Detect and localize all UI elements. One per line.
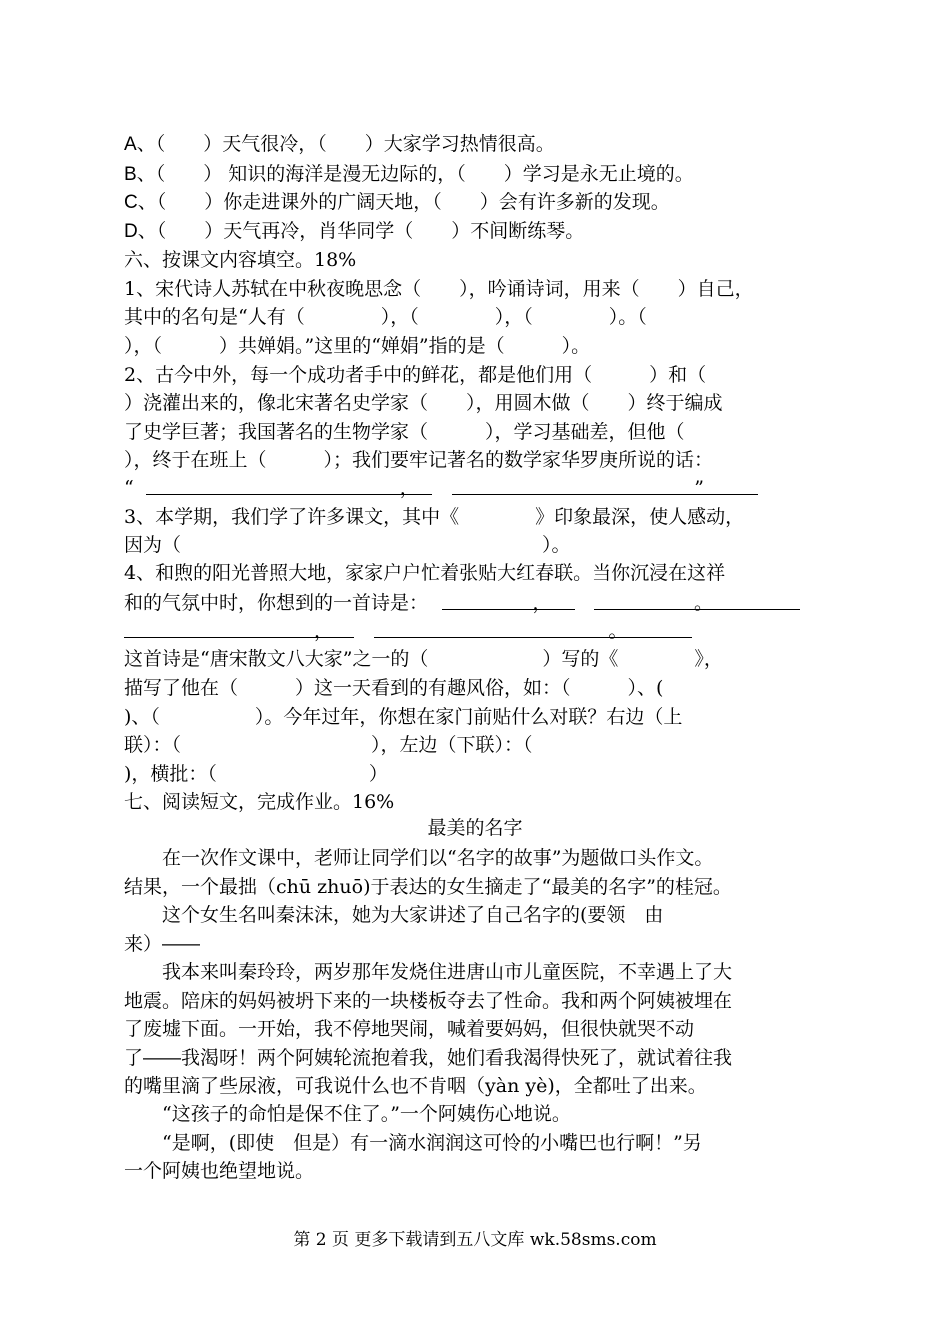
text-line: 1、宋代诗人苏轼在中秋夜晚思念（ ），吟诵诗词，用来（ ）自己， [124, 278, 754, 300]
poem-blanks-line: ， 。 [124, 620, 628, 642]
answer-underline [124, 637, 354, 638]
text-line: )，横批：（ ） [124, 763, 388, 785]
passage-line: 了废墟下面。一开始，我不停地哭闹，喊着要妈妈，但很快就哭不动 [124, 1018, 695, 1040]
option-letter: A [124, 134, 137, 155]
text-line: ），终于在班上（ ）；我们要牢记著名的数学家华罗庚所说的话： [124, 449, 714, 471]
page-footer: 第 2 页 更多下载请到五八文库 wk.58sms.com [293, 1230, 657, 1250]
option-c [124, 189, 836, 216]
answer-underline [374, 637, 692, 638]
text-line: ），（ ）共婵娟。”这里的“婵娟”指的是（ ）。 [124, 335, 591, 357]
option-a [124, 131, 836, 158]
quote-blanks-line: “ ， ” [124, 477, 704, 499]
passage-line: “是啊，(即使 但是）有一滴水润润这可怜的小嘴巴也行啊！”另 [124, 1132, 702, 1154]
text-line: ）浇灌出来的，像北宋著名史学家（ ），用圆木做（ ）终于编成 [124, 392, 723, 414]
answer-underline [594, 609, 800, 610]
passage-line: 一个阿姨也绝望地说。 [124, 1160, 315, 1182]
option-text: 、（ ）你走进课外的广阔天地，（ ）会有许多新的发现。 [137, 191, 670, 213]
answer-underline [146, 494, 432, 495]
option-text: 、（ ）天气很冷，（ ）大家学习热情很高。 [136, 133, 555, 155]
passage-title: 最美的名字 [427, 817, 523, 839]
option-letter: D [124, 221, 138, 242]
option-text: 、（ ）天气再冷，肖华同学（ ）不间断练琴。 [137, 220, 585, 242]
option-letter: C [124, 192, 138, 213]
text-line: 了史学巨著；我国著名的生物学家（ ），学习基础差，但他（ [124, 421, 685, 443]
answer-underline [442, 609, 575, 610]
answer-underline [452, 494, 758, 495]
text-line: 其中的名句是“人有（ ），（ ），（ ）。（ [124, 306, 647, 328]
option-text: 、（ ） 知识的海洋是漫无边际的，（ ）学习是永无止境的。 [136, 163, 694, 185]
text-line: 因为（ ）。 [124, 534, 571, 556]
text-line: 描写了他在（ ）这一天看到的有趣风俗，如：（ ）、( [124, 677, 664, 699]
passage-line: 的嘴里滴了些尿液，可我说什么也不肯咽（yàn yè)，全都吐了出来。 [124, 1075, 707, 1097]
text-line: 这首诗是“唐宋散文八大家”之一的（ ）写的《 》， [124, 648, 723, 670]
option-d [124, 218, 836, 245]
text-line: )、（ ）。今年过年，你想在家门前贴什么对联？右边（上 [124, 706, 683, 728]
section-six-heading: 六、按课文内容填空。18% [124, 249, 357, 271]
passage-line: 这个女生名叫秦沫沫，她为大家讲述了自己名字的(要领 由 [124, 904, 664, 926]
passage-line: 在一次作文课中，老师让同学们以“名字的故事”为题做口头作文。 [124, 847, 714, 869]
passage-line: “这孩子的命怕是保不住了。”一个阿姨伤心地说。 [124, 1103, 571, 1125]
passage-line: 来）―― [124, 933, 201, 955]
option-b [124, 161, 836, 188]
passage-line: 结果，一个最拙（chū zhuō)于表达的女生摘走了“最美的名字”的桂冠。 [124, 876, 732, 898]
text-line: 3、本学期，我们学了许多课文，其中《 》印象最深，使人感动， [124, 506, 745, 528]
text-line: 4、和煦的阳光普照大地，家家户户忙着张贴大红春联。当你沉浸在这祥 [124, 562, 726, 584]
passage-line: 地震。陪床的妈妈被坍下来的一块楼板夺去了性命。我和两个阿姨被埋在 [124, 990, 733, 1012]
passage-line: 我本来叫秦玲玲，两岁那年发烧住进唐山市儿童医院，不幸遇上了大 [124, 961, 733, 983]
passage-line: 了――我渴呀！两个阿姨轮流抱着我，她们看我渴得快死了，就试着往我 [124, 1047, 733, 1069]
option-letter: B [124, 164, 137, 185]
text-line: 联）：（ ），左边（下联）：（ [124, 734, 533, 756]
text-line: 2、古今中外，每一个成功者手中的鲜花，都是他们用（ ）和（ [124, 364, 707, 386]
section-seven-heading: 七、阅读短文，完成作业。16% [124, 791, 395, 813]
poem-blanks-line: 和的气氛中时，你想到的一首诗是： ， 。 [124, 592, 714, 614]
